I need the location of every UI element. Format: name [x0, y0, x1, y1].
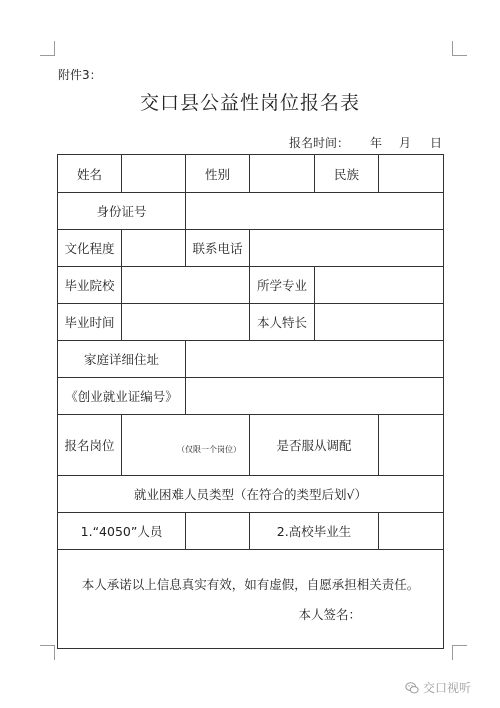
- ethnicity-label: 民族: [315, 155, 379, 193]
- attachment-label: 附件3：: [58, 68, 102, 82]
- address-label: 家庭详细住址: [58, 341, 186, 378]
- signature-label: 本人签名：: [298, 607, 361, 622]
- education-field[interactable]: [122, 230, 186, 267]
- hardship-type-header: 就业困难人员类型（在符合的类型后划√）: [58, 476, 444, 513]
- crop-mark-bottom-left: [40, 645, 55, 660]
- name-field[interactable]: [122, 155, 186, 193]
- pledge-text: 本人承诺以上信息真实有效，如有虚假，自愿承担相关责任。: [81, 577, 420, 592]
- date-day-label: 日: [430, 136, 443, 150]
- registration-form-table: [57, 154, 444, 649]
- crop-mark-top-right: [452, 41, 467, 56]
- school-label: 毕业院校: [58, 267, 122, 304]
- obey-assignment-field[interactable]: [379, 415, 444, 476]
- major-field[interactable]: [315, 267, 444, 304]
- watermark: [405, 679, 471, 696]
- crop-mark-top-left: [40, 41, 55, 56]
- phone-label: 联系电话: [186, 230, 250, 267]
- education-label: 文化程度: [58, 230, 122, 267]
- type-graduate-checkbox[interactable]: [379, 513, 444, 550]
- watermark-text: 交口视听: [423, 681, 472, 695]
- graduation-time-field[interactable]: [122, 304, 250, 341]
- date-year-label: 年: [370, 136, 383, 150]
- certificate-number-field[interactable]: [186, 378, 444, 415]
- specialty-field[interactable]: [315, 304, 444, 341]
- wechat-icon: [405, 681, 419, 695]
- phone-field[interactable]: [250, 230, 444, 267]
- page-title: 交口县公益性岗位报名表: [139, 92, 360, 114]
- type-4050-checkbox[interactable]: [186, 513, 250, 550]
- pledge-cell: [58, 550, 444, 649]
- school-field[interactable]: [122, 267, 250, 304]
- address-field[interactable]: [186, 341, 444, 378]
- type-4050-label: 1.“4050”人员: [58, 513, 186, 550]
- gender-field[interactable]: [250, 155, 315, 193]
- position-note: （仅限一个岗位）: [177, 445, 241, 454]
- id-number-field[interactable]: [186, 193, 444, 230]
- crop-mark-bottom-right: [452, 645, 467, 660]
- id-number-label: 身份证号: [58, 193, 186, 230]
- specialty-label: 本人特长: [250, 304, 315, 341]
- ethnicity-field[interactable]: [379, 155, 444, 193]
- name-label: 姓名: [58, 155, 122, 193]
- major-label: 所学专业: [250, 267, 315, 304]
- position-field[interactable]: [122, 415, 250, 476]
- type-graduate-label: 2.高校毕业生: [250, 513, 379, 550]
- certificate-number-label: 《创业就业证编号》: [58, 378, 186, 415]
- date-month-label: 月: [399, 136, 412, 150]
- graduation-time-label: 毕业时间: [58, 304, 122, 341]
- registration-date-label: 报名时间：: [289, 136, 350, 150]
- obey-assignment-label: 是否服从调配: [250, 415, 379, 476]
- position-label: 报名岗位: [58, 415, 122, 476]
- gender-label: 性别: [186, 155, 250, 193]
